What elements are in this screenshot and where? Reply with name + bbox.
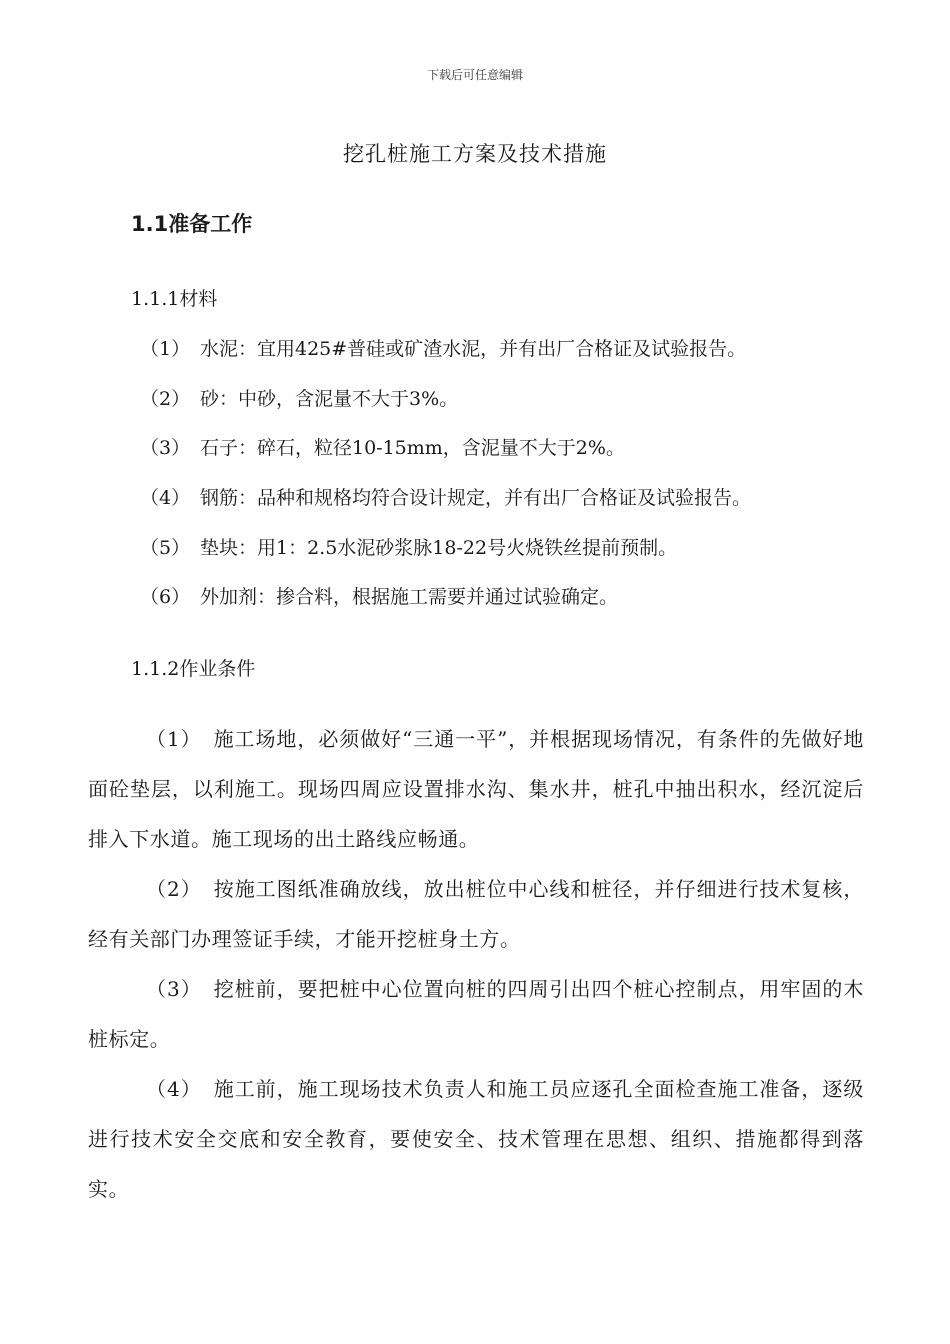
material-item [140, 533, 677, 560]
material-item [140, 582, 618, 609]
material-item [140, 384, 458, 411]
item-number: （1） [146, 727, 202, 751]
materials-heading: 1.1.1材料 [131, 288, 218, 310]
condition-paragraph [88, 964, 864, 1064]
item-text: 按施工图纸准确放线，放出桩位中心线和桩径，并仔细进行技术复核，经有关部门办理签证手续，才能开挖桩身土方。 [88, 877, 864, 951]
item-number: （5） [140, 537, 191, 559]
item-text: 施工场地，必须做好“三通一平”，并根据现场情况，有条件的先做好地面砼垫层，以利施工。现场四周应设置排水沟、集水井，桩孔中抽出积水，经沉淀后排入下水道。施工现场的出土路线应畅通。 [88, 727, 864, 851]
document-title: 挖孔桩施工方案及技术措施 [343, 142, 607, 166]
item-text: 外加剂：掺合料，根据施工需要并通过试验确定。 [200, 586, 619, 608]
item-text: 施工前，施工现场技术负责人和施工员应逐孔全面检查施工准备，逐级进行技术安全交底和安全教育，要使安全、技术管理在思想、组织、措施都得到落实。 [88, 1077, 864, 1201]
item-number: （3） [140, 437, 191, 459]
item-number: （4） [146, 1077, 202, 1101]
conditions-heading: 1.1.2作业条件 [131, 658, 256, 680]
item-number: （2） [146, 877, 202, 901]
condition-paragraph [88, 714, 864, 864]
item-text: 垫块：用1：2.5水泥砂浆脉18-22号火烧铁丝提前预制。 [200, 537, 678, 559]
item-number: （6） [140, 586, 191, 608]
item-number: （1） [140, 338, 191, 360]
material-item [140, 483, 751, 510]
item-number: （3） [146, 977, 202, 1001]
item-text: 钢筋：品种和规格均符合设计规定，并有出厂合格证及试验报告。 [200, 487, 752, 509]
item-number: （4） [140, 487, 191, 509]
item-number: （2） [140, 388, 191, 410]
section-heading: 1.1准备工作 [131, 212, 253, 236]
condition-paragraph [88, 1064, 864, 1214]
item-text: 砂：中砂，含泥量不大于3%。 [200, 388, 459, 410]
item-text: 水泥：宜用425#普硅或矿渣水泥，并有出厂合格证及试验报告。 [200, 338, 747, 360]
condition-paragraph [88, 864, 864, 964]
header-note: 下载后可任意编辑 [426, 68, 523, 82]
item-text: 石子：碎石，粒径10-15mm，含泥量不大于2%。 [200, 437, 625, 459]
item-text: 挖桩前，要把桩中心位置向桩的四周引出四个桩心控制点，用牢固的木桩标定。 [88, 977, 864, 1051]
material-item [140, 334, 746, 361]
material-item [140, 433, 625, 460]
